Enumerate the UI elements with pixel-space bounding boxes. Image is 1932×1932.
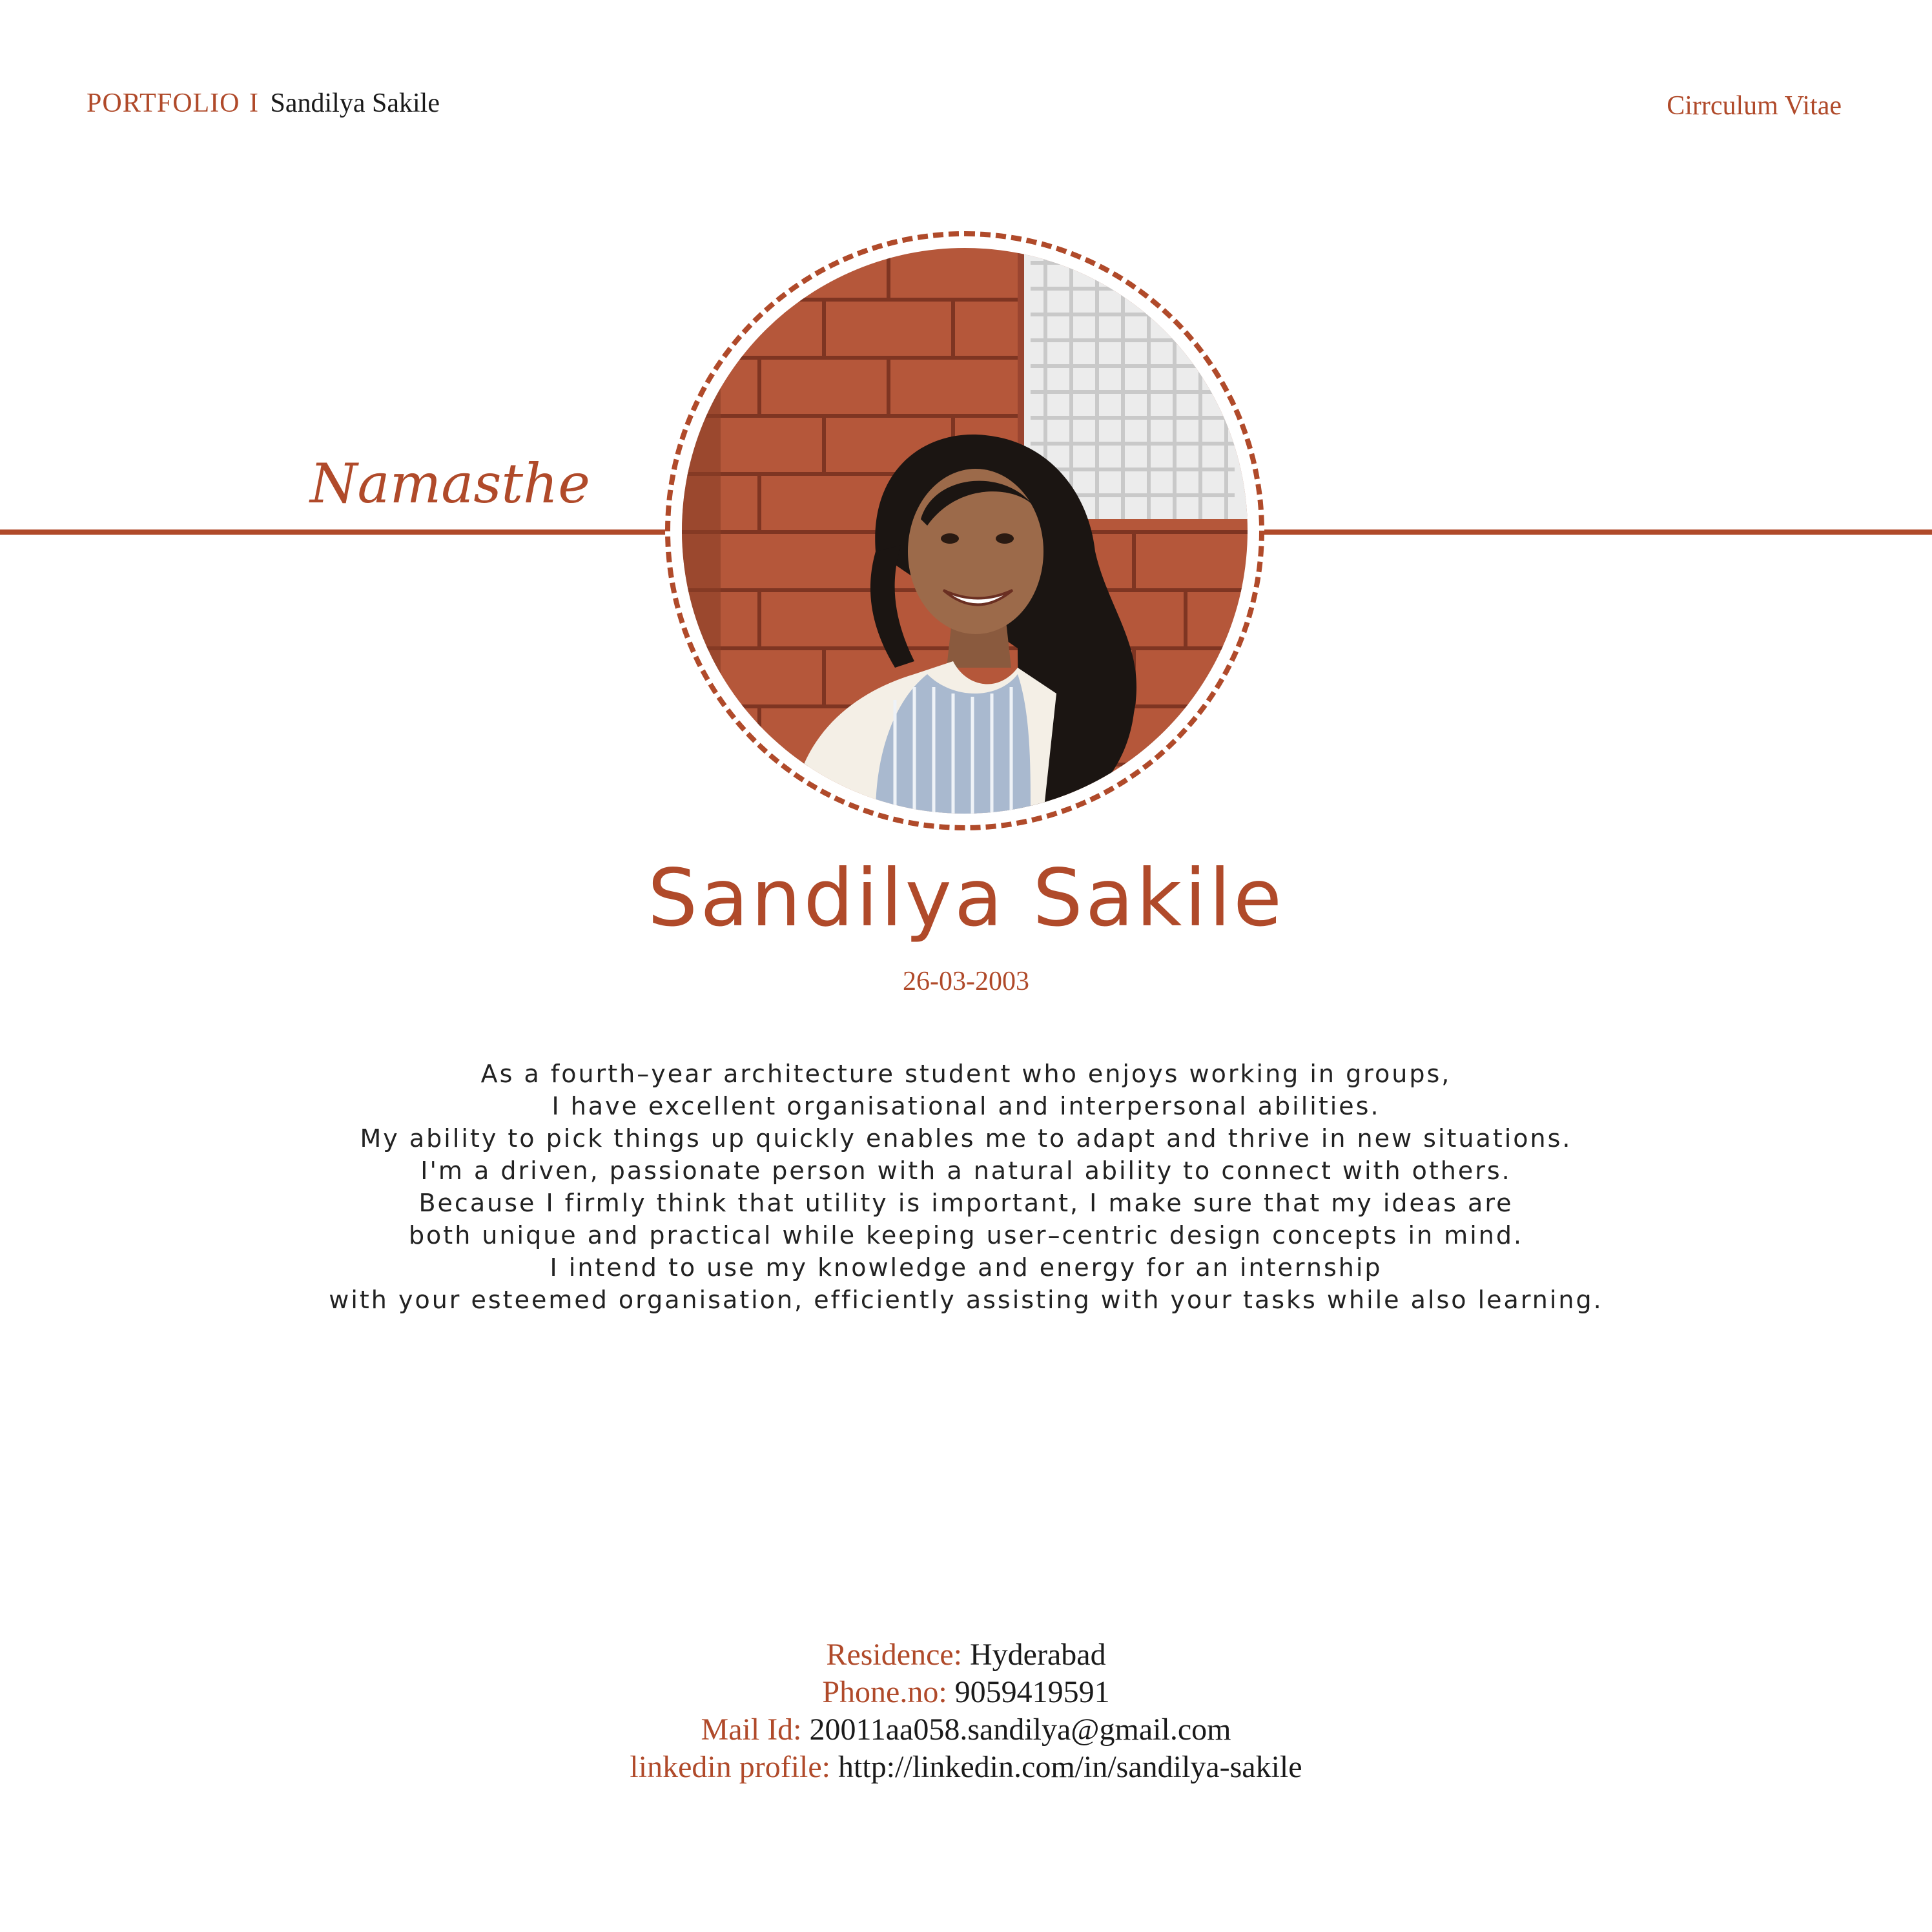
residence-label: Residence: (826, 1638, 963, 1672)
contact-linkedin (0, 1749, 1932, 1786)
profile-photo (682, 248, 1248, 814)
section-title: Cirrculum Vitae (1667, 91, 1842, 121)
bio-paragraph (0, 1058, 1932, 1316)
email-value[interactable]: 20011aa058.sandilya@gmail.com (809, 1712, 1231, 1747)
portfolio-header (87, 88, 440, 119)
phone-label: Phone.no: (822, 1675, 947, 1709)
bio-line: I'm a driven, passionate person with a natural ability to connect with others. (420, 1156, 1512, 1185)
bio-line: I intend to use my knowledge and energy for an internship (550, 1253, 1382, 1282)
header-separator: I (249, 88, 258, 118)
bio-line: Because I firmly think that utility is important, I make sure that my ideas are (418, 1189, 1514, 1217)
profile-photo-illustration (682, 248, 1248, 814)
divider-right (1260, 529, 1932, 535)
email-label: Mail Id: (701, 1712, 802, 1747)
bio-line: with your esteemed organisation, efficiently assisting with your tasks while also learning. (329, 1286, 1603, 1314)
linkedin-link[interactable]: http://linkedin.com/in/sandilya-sakile (838, 1750, 1302, 1784)
residence-value: Hyderabad (970, 1638, 1106, 1672)
bio-line: I have excellent organisational and interpersonal abilities. (551, 1092, 1381, 1120)
greeting-text: Namasthe (310, 452, 590, 515)
linkedin-label: linkedin profile: (630, 1750, 831, 1784)
contact-email (0, 1711, 1932, 1749)
contact-residence (0, 1636, 1932, 1674)
full-name-heading: Sandilya Sakile (647, 852, 1285, 944)
bio-line: My ability to pick things up quickly enables me to adapt and thrive in new situations. (360, 1124, 1572, 1153)
contact-phone (0, 1674, 1932, 1711)
phone-value[interactable]: 9059419591 (954, 1675, 1110, 1709)
portfolio-label: PORTFOLIO (87, 88, 240, 118)
date-of-birth: 26-03-2003 (903, 967, 1029, 996)
divider-left (0, 529, 672, 535)
bio-line: both unique and practical while keeping user–centric design concepts in mind. (408, 1221, 1524, 1249)
contact-details (0, 1636, 1932, 1786)
bio-line: As a fourth–year architecture student who enjoys working in groups, (480, 1060, 1452, 1088)
header-owner-name: Sandilya Sakile (270, 88, 440, 118)
